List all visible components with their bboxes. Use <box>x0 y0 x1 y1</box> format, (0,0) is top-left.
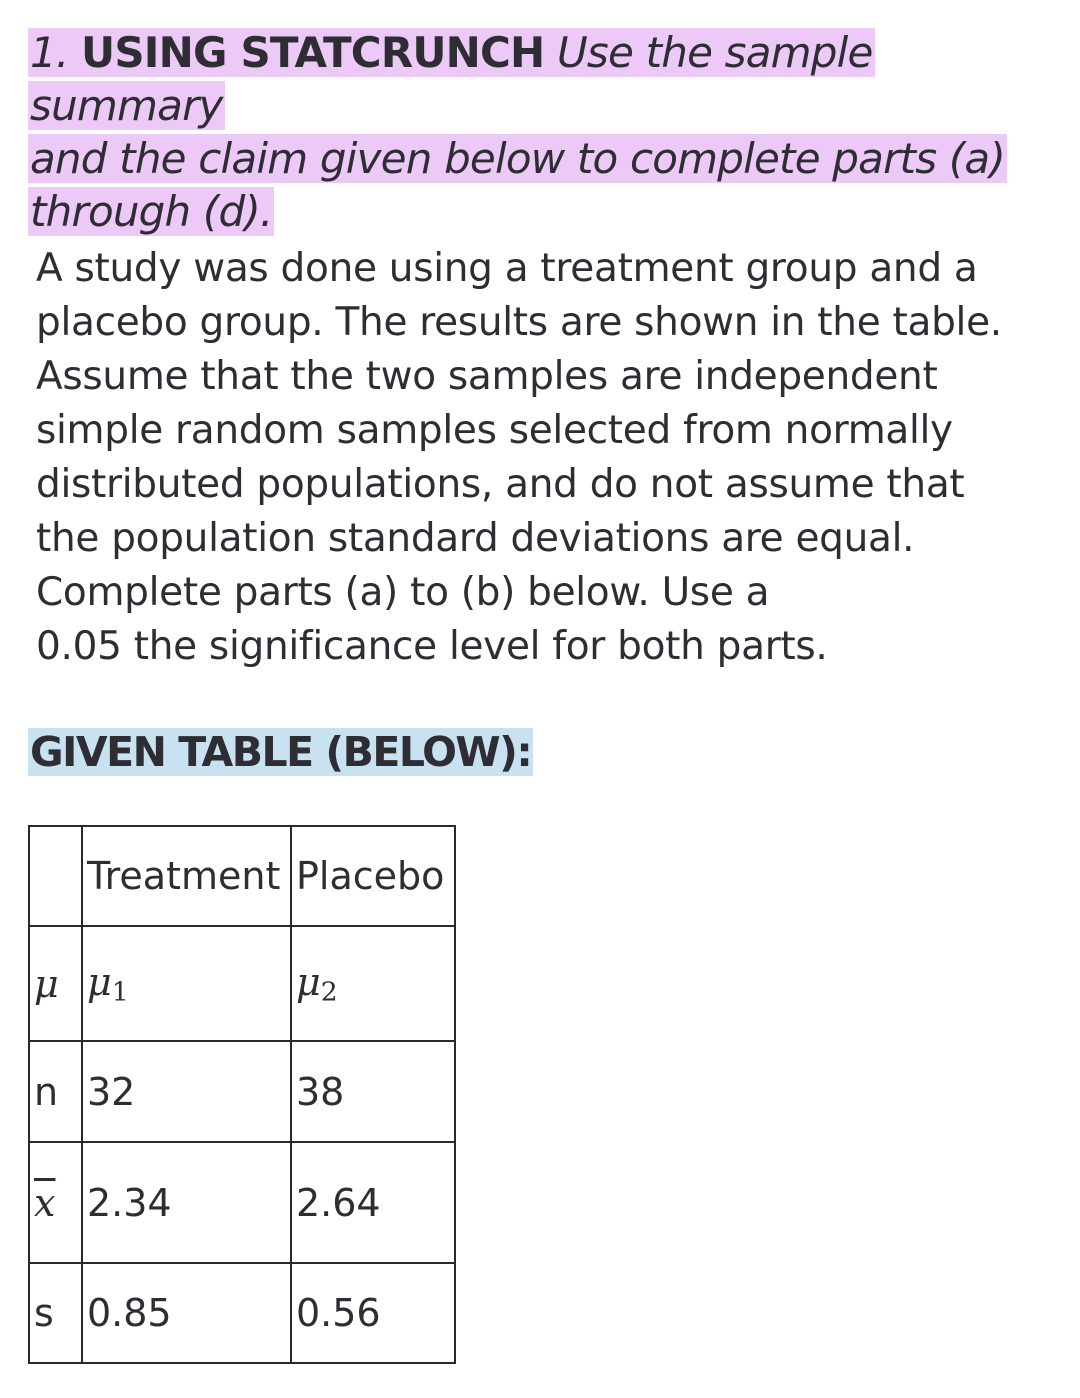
mu2-subscript: 2 <box>320 976 338 1008</box>
xbar-row-label-cell <box>29 1142 82 1263</box>
description-line: simple random samples selected from normally <box>36 408 953 453</box>
sample-summary-table <box>28 825 456 1364</box>
xbar-treatment: 2.34 <box>82 1142 291 1263</box>
description-line: placebo group. The results are shown in the table. <box>36 300 1002 345</box>
header-empty-cell <box>29 826 82 926</box>
question-instruction-line-3: through (d). <box>30 187 273 236</box>
description-line: Complete parts (a) to (b) below. Use a <box>36 570 770 615</box>
given-table-label <box>28 726 533 778</box>
n-treatment: 32 <box>82 1041 291 1142</box>
question-instruction-line-2: and the claim given below to complete parts (a) <box>30 134 1005 183</box>
n-row-label: n <box>29 1041 82 1142</box>
description-line: A study was done using a treatment group and a <box>36 246 978 291</box>
mu2-cell <box>291 926 455 1041</box>
description-line: the population standard deviations are equal. <box>36 516 915 561</box>
table-header-row <box>29 826 455 926</box>
description-line: 0.05 the significance level for both parts. <box>36 624 828 669</box>
description-line: distributed populations, and do not assume that <box>36 462 965 507</box>
description-line: Assume that the two samples are independent <box>36 354 938 399</box>
question-instruction-line-1: Use the sample summary <box>30 28 873 130</box>
table-row-mu <box>29 926 455 1041</box>
table-row-s <box>29 1263 455 1363</box>
mu1-subscript: 1 <box>111 976 129 1008</box>
s-placebo: 0.56 <box>291 1263 455 1363</box>
question-title: USING STATCRUNCH <box>81 28 545 77</box>
s-treatment: 0.85 <box>82 1263 291 1363</box>
mu1-cell <box>82 926 291 1041</box>
mu1-symbol: μ <box>87 959 112 1004</box>
n-placebo: 38 <box>291 1041 455 1142</box>
problem-description <box>36 242 1046 674</box>
table-row-xbar <box>29 1142 455 1263</box>
header-placebo: Placebo <box>291 826 455 926</box>
question-number: 1. <box>30 28 69 77</box>
mu2-symbol: μ <box>296 959 321 1004</box>
mu-row-label: μ <box>29 926 82 1041</box>
xbar-row-label: $\overline{x}$ <box>34 1180 56 1225</box>
xbar-placebo: 2.64 <box>291 1142 455 1263</box>
header-treatment: Treatment <box>82 826 291 926</box>
given-table-label-text: GIVEN TABLE (BELOW): <box>30 728 532 776</box>
table-row-n <box>29 1041 455 1142</box>
question-heading <box>28 26 1028 238</box>
s-row-label: s <box>29 1263 82 1363</box>
